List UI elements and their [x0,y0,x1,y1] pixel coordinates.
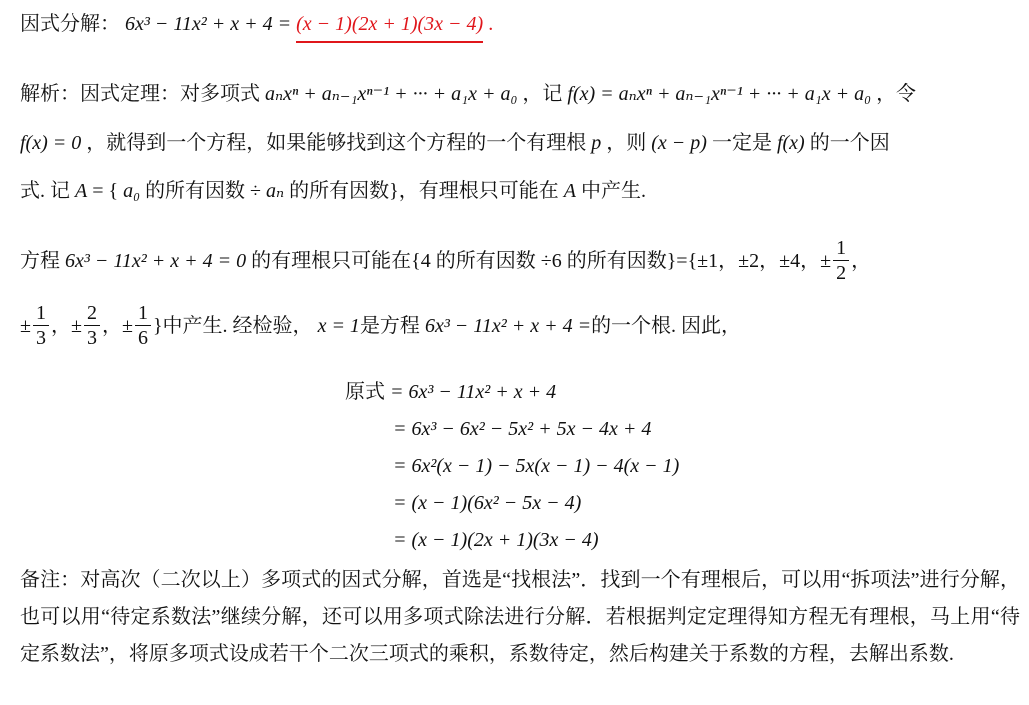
derivation-row-1 [345,374,679,411]
derivation-step-2: = 6x³ − 6x² − 5x² + 5x − 4x + 4 [393,418,652,440]
derivation-row-5 [345,522,679,559]
derivation-step-5: = (x − 1)(2x + 1)(3x − 4) [393,529,599,551]
analysis-line-3 [20,181,646,201]
answer-period: . [488,13,494,35]
fraction-one-sixth: $\frac{1}{6}$ [135,303,151,348]
candidates-line [20,302,742,350]
derivation-row-2 [345,411,679,448]
equation-text1: 方程 [20,250,60,273]
factor-x-minus-p: (x − p) [651,132,707,154]
plus-minus-1: ± [20,315,31,338]
set-A-2: A [563,180,576,202]
analysis-line2-text1: ，就得到一个方程，如果能够找到这个方程的一个有理根 [86,132,587,154]
candidates-text3: 的一个根. 因此， [591,315,742,338]
problem-label: 因式分解： [20,13,120,35]
fraction-one-third: $\frac{1}{3}$ [33,303,49,348]
derivation-row-4 [345,485,679,522]
problem-expression: 6x³ − 11x² + x + 4 = [125,13,292,35]
root-p: p [591,132,602,154]
derivation-row-3 [345,448,679,485]
analysis-line2-text3: 一定是 [711,132,772,154]
equation-line [20,237,872,285]
analysis-line-1 [20,84,916,104]
separator-2: ，± [101,315,133,338]
analysis-record: ，记 [522,83,563,105]
analysis-line3-text1: 式. 记 [20,180,70,202]
analysis-prefix: 解析：因式定理：对多项式 [20,83,260,105]
coef-a0: a₀ [123,180,141,202]
set-A: A [75,180,88,202]
derivation-step-3: = 6x²(x − 1) − 5x(x − 1) − 4(x − 1) [393,455,680,477]
f-of-x: f(x) [776,132,805,154]
analysis-line2-text4: 的一个因 [809,132,890,154]
candidates-text2: 是方程 [359,315,420,338]
analysis-line3-text2: = { [92,180,119,202]
analysis-line2-text2: ，则 [606,132,647,154]
equation-end: ， [851,250,872,273]
derivation-lead: 原式 [345,381,385,403]
candidates-text1: }中产生. 经检验， [152,315,313,338]
candidates-expression: 6x³ − 11x² + x + 4 = [424,315,592,338]
fraction-two-thirds: $\frac{2}{3}$ [84,303,100,348]
derivation-step-1: = 6x³ − 11x² + x + 4 [390,381,557,403]
derivation-step-4: = (x − 1)(6x² − 5x − 4) [393,492,582,514]
coef-an: aₙ [266,180,285,202]
analysis-line3-text3: 的所有因数 ÷ [145,180,262,202]
f-definition: f(x) = aₙxⁿ + aₙ₋₁xⁿ⁻¹ + ··· + a₁x + a₀ [567,83,872,105]
analysis-ling: ，令 [876,83,917,105]
x-equals-one: x = 1 [317,315,360,338]
polynomial-expression: aₙxⁿ + aₙ₋₁xⁿ⁻¹ + ··· + a₁x + a₀ [265,83,518,105]
fraction-one-half: $\frac{1}{2}$ [833,238,849,283]
separator-1: ，± [50,315,82,338]
analysis-line3-text5: 中产生. [580,180,646,202]
analysis-line3-text4: 的所有因数}，有理根只可能在 [289,180,559,202]
problem-line [20,14,493,34]
derivation-block [345,374,679,559]
answer-expression: (x − 1)(2x + 1)(3x − 4) [296,13,483,43]
equation-expression: 6x³ − 11x² + x + 4 = 0 [65,250,247,273]
f-equals-zero: f(x) = 0 [20,132,82,154]
analysis-line-2 [20,133,890,153]
equation-text2: 的有理根只可能在{4 的所有因数 ÷6 的所有因数}={±1，±2，±4，± [251,250,832,273]
note-paragraph: 备注：对高次（二次以上）多项式的因式分解，首选是“找根法”．找到一个有理根后，可以用“拆项法”进行分解，也可以用“待定系数法”继续分解，还可以用多项式除法进行分解．若根据判定定理得知方程无有理根，马上用“待定系数法”，将原多项式设成若干个二次三项式的乘积，系数待定，然后构建关于系数的方程，去解出系数. [20,569,1020,665]
